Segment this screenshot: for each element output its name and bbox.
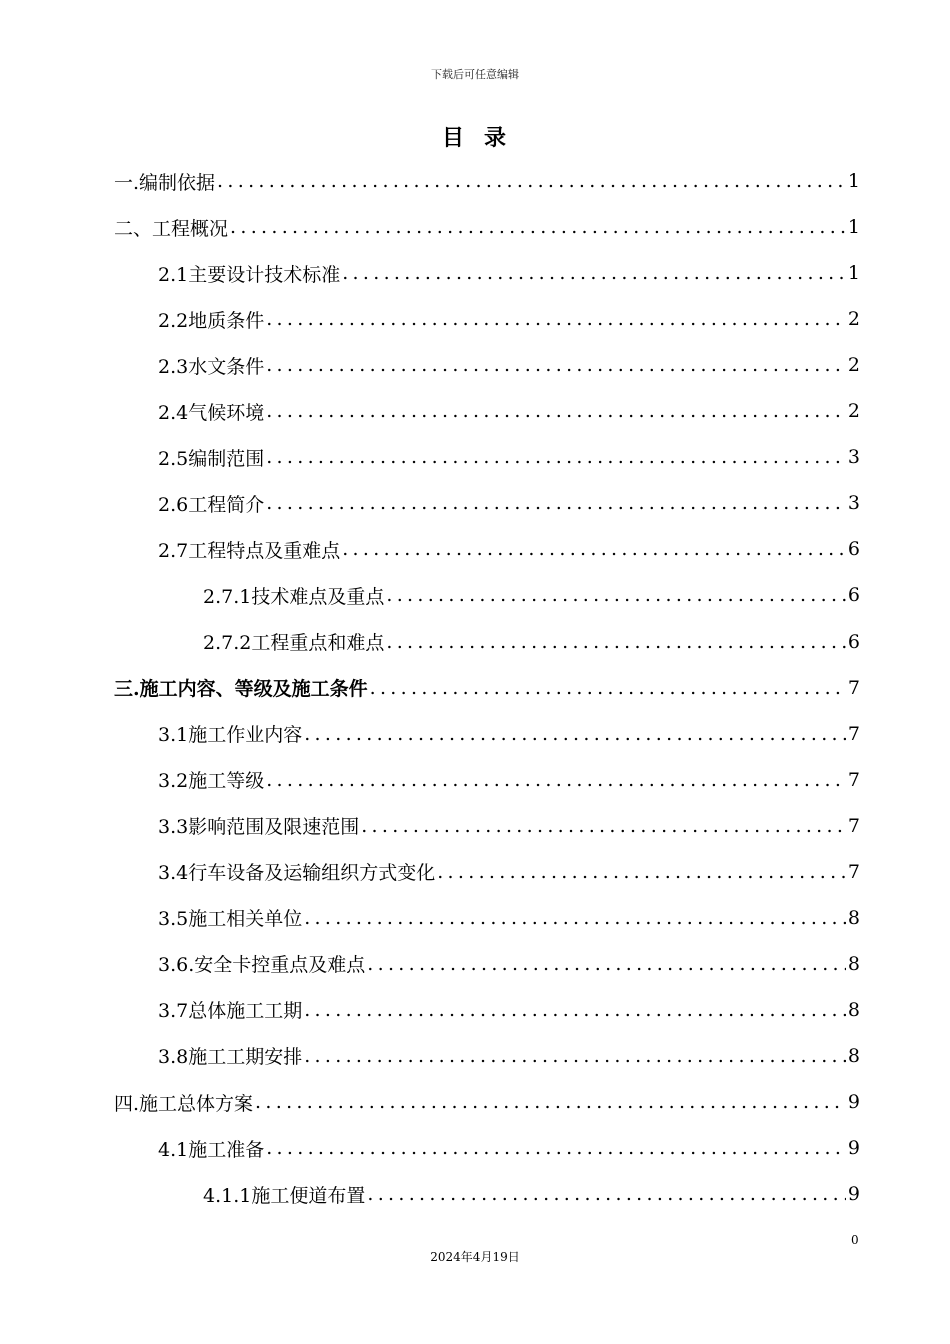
toc-entry-label: 四.施工总体方案 <box>114 1092 254 1115</box>
toc-entry[interactable] <box>158 483 860 523</box>
toc-entry-label: 3.5施工相关单位 <box>158 908 303 931</box>
toc-leader-dots <box>370 675 846 701</box>
toc-entry-page: 9 <box>847 1183 860 1206</box>
toc-entry-label: 一.编制依据 <box>114 171 216 194</box>
toc-leader-dots <box>342 536 846 562</box>
toc-leader-dots <box>230 214 846 240</box>
toc-entry-page: 8 <box>847 998 860 1021</box>
toc-leader-dots <box>437 859 846 885</box>
toc-leader-dots <box>304 721 846 747</box>
toc-leader-dots <box>266 767 846 793</box>
toc-entry[interactable] <box>158 714 860 754</box>
page-number: 0 <box>851 1233 859 1247</box>
toc-entry-label: 2.2地质条件 <box>158 309 265 332</box>
toc-entry-label: 2.6工程简介 <box>158 493 265 516</box>
toc-entry[interactable] <box>158 253 860 293</box>
toc-entry-page: 8 <box>847 1044 860 1067</box>
toc-entry[interactable] <box>114 1082 860 1122</box>
toc-leader-dots <box>304 905 846 931</box>
toc-leader-dots <box>217 168 846 194</box>
toc-leader-dots <box>266 398 846 424</box>
toc-entry-label: 4.1施工准备 <box>158 1138 265 1161</box>
toc-entry[interactable] <box>158 529 860 569</box>
toc-entry[interactable] <box>114 207 860 247</box>
toc-entry[interactable] <box>158 391 860 431</box>
toc-entry-label: 2.5编制范围 <box>158 447 265 470</box>
toc-leader-dots <box>361 813 846 839</box>
toc-entry[interactable] <box>114 668 860 708</box>
toc-entry-label: 3.3影响范围及限速范围 <box>158 816 360 839</box>
toc-entry-label: 二、工程概况 <box>114 217 229 240</box>
toc-entry-page: 1 <box>847 262 860 285</box>
toc-entry-page: 6 <box>847 538 860 561</box>
toc-entry-label: 2.7.1技术难点及重点 <box>203 585 385 608</box>
toc-entry[interactable] <box>203 575 860 615</box>
toc-entry-label: 3.1施工作业内容 <box>158 724 303 747</box>
toc-entry-page: 7 <box>847 768 860 791</box>
toc-entry-label: 3.8施工工期安排 <box>158 1046 303 1069</box>
toc-entry-label: 2.7工程特点及重难点 <box>158 539 341 562</box>
toc-entry-page: 2 <box>847 354 860 377</box>
toc-entry-page: 8 <box>847 952 860 975</box>
toc-entry-page: 3 <box>847 446 860 469</box>
toc-leader-dots <box>266 490 846 516</box>
toc-leader-dots <box>304 1043 846 1069</box>
toc-entry-page: 6 <box>847 630 860 653</box>
toc-entry-page: 7 <box>847 676 860 699</box>
toc-leader-dots <box>386 582 846 608</box>
toc-entry[interactable] <box>158 852 860 892</box>
toc-entry[interactable] <box>158 806 860 846</box>
toc-entry-label: 2.1主要设计技术标准 <box>158 263 341 286</box>
toc-entry-page: 1 <box>847 170 860 192</box>
toc-entry-page: 7 <box>847 814 860 837</box>
toc-entry-label: 3.7总体施工工期 <box>158 1000 303 1023</box>
page-footer-date: 2024年4月19日 <box>430 1250 520 1264</box>
toc-leader-dots <box>255 1089 846 1115</box>
toc-entry-label: 2.3水文条件 <box>158 355 265 378</box>
toc-entry-page: 2 <box>847 400 860 423</box>
toc-leader-dots <box>367 951 846 977</box>
toc-entry-label: 4.1.1施工便道布置 <box>203 1184 366 1207</box>
toc-leader-dots <box>367 1181 846 1207</box>
toc-entry[interactable] <box>158 898 860 938</box>
toc-entry[interactable] <box>203 622 860 662</box>
toc-entry-page: 1 <box>847 216 860 239</box>
toc-entry[interactable] <box>114 161 860 201</box>
toc-entry[interactable] <box>158 1036 860 1076</box>
toc-entry[interactable] <box>158 990 860 1030</box>
toc-leader-dots <box>266 1135 846 1161</box>
toc-entry-page: 6 <box>847 584 860 607</box>
toc-entry-label: 3.4行车设备及运输组织方式变化 <box>158 862 436 885</box>
toc-leader-dots <box>304 997 846 1023</box>
toc-entry[interactable] <box>158 944 860 984</box>
toc-entry[interactable] <box>158 299 860 339</box>
toc-entry[interactable] <box>203 1174 860 1214</box>
toc-leader-dots <box>342 260 846 286</box>
toc-entry-label: 3.6.安全卡控重点及难点 <box>158 954 366 977</box>
toc-entry-page: 3 <box>847 492 860 515</box>
toc-entry-page: 8 <box>847 906 860 929</box>
toc-leader-dots <box>266 306 846 332</box>
toc-entry-page: 7 <box>847 860 860 883</box>
toc-entry[interactable] <box>158 1128 860 1168</box>
toc-entry-page: 2 <box>847 308 860 331</box>
toc-entry-page: 9 <box>847 1091 860 1113</box>
toc-entry[interactable] <box>158 760 860 800</box>
toc-leader-dots <box>266 444 846 470</box>
page-header: 下载后可任意编辑 <box>431 68 519 81</box>
toc-entry-label: 2.7.2工程重点和难点 <box>203 632 385 654</box>
toc-entry[interactable] <box>158 345 860 385</box>
toc-leader-dots <box>386 629 846 655</box>
toc-entry-page: 7 <box>847 722 860 745</box>
toc-entry[interactable] <box>158 437 860 477</box>
toc-entry-label: 三.施工内容、等级及施工条件 <box>114 678 368 701</box>
toc-entry-page: 9 <box>847 1137 860 1160</box>
toc-leader-dots <box>266 352 846 378</box>
toc-title: 目录 <box>441 125 526 151</box>
toc-entry-label: 2.4气候环境 <box>158 401 265 424</box>
toc-entry-label: 3.2施工等级 <box>158 770 265 793</box>
